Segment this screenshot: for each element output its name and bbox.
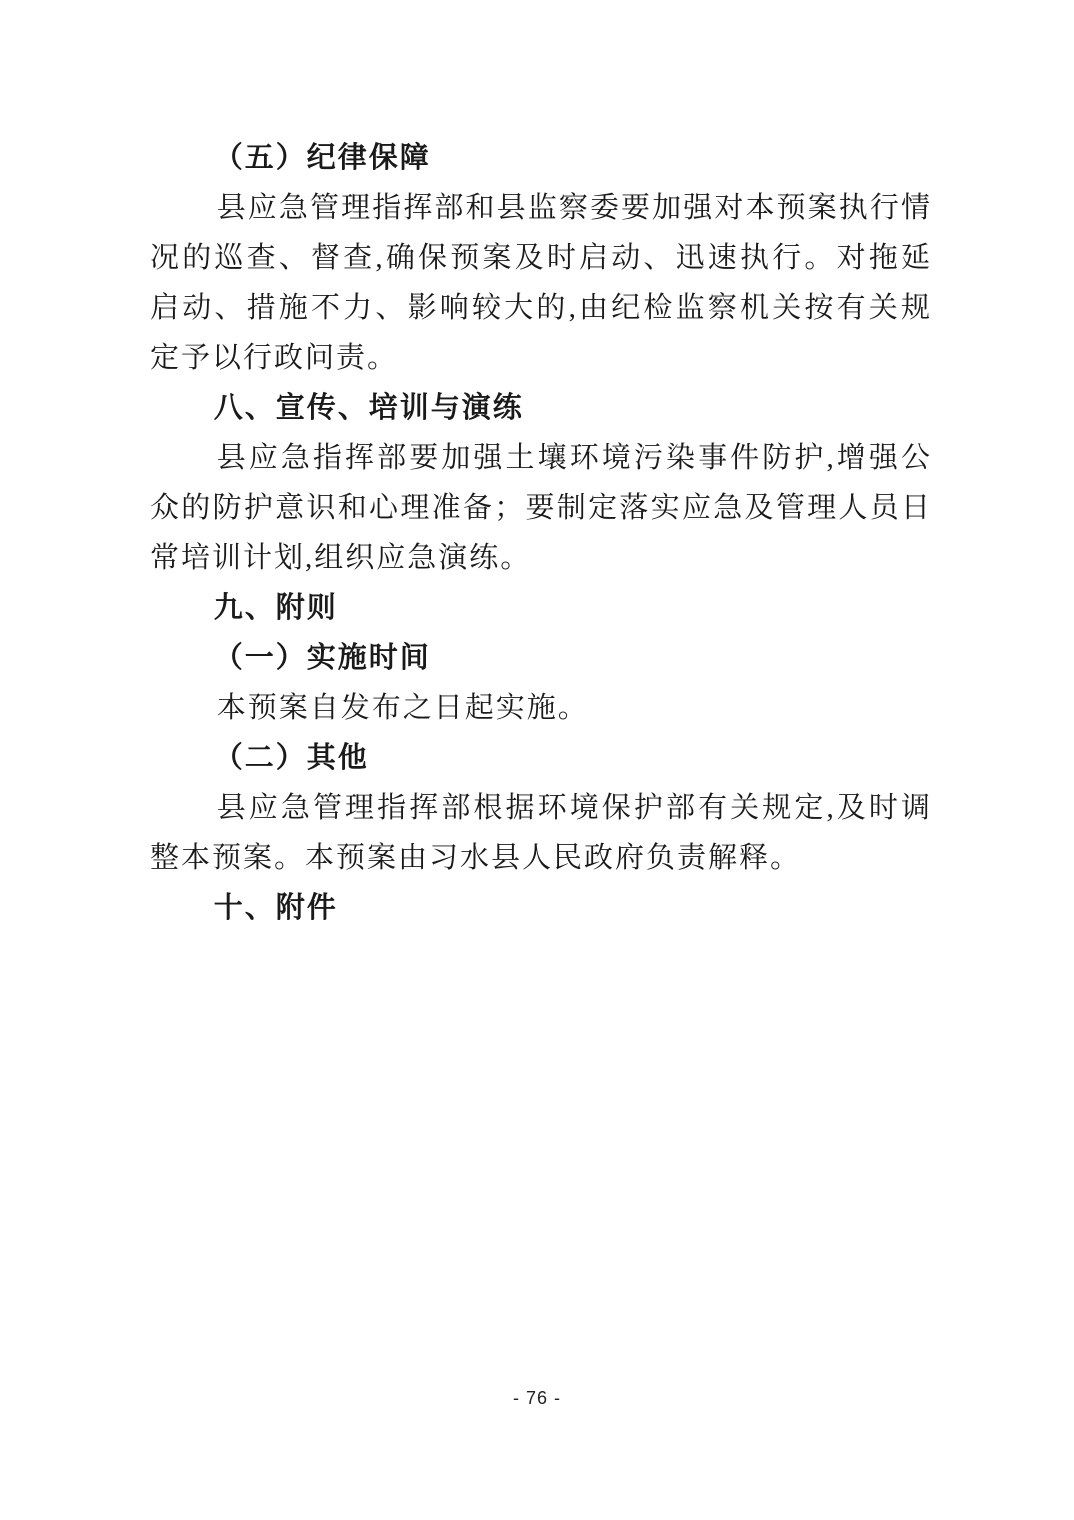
paragraph-other: 县应急管理指挥部根据环境保护部有关规定,及时调整本预案。本预案由习水县人民政府负责解释。 bbox=[150, 792, 932, 874]
paragraph-discipline-guarantee: 县应急管理指挥部和县监察委要加强对本预案执行情况的巡查、督查,确保预案及时启动、迅速执行。对拖延启动、措施不力、影响较大的,由纪检监察机关按有关规定予以行政问责。 bbox=[150, 192, 932, 374]
section-heading-9-supplementary-provisions: 九、附则 bbox=[213, 592, 338, 624]
paragraph-publicity-training-drill: 县应急指挥部要加强土壤环境污染事件防护,增强公众的防护意识和心理准备；要制定落实应急及管理人员日常培训计划,组织应急演练。 bbox=[150, 442, 932, 574]
section-heading-10-attachments: 十、附件 bbox=[213, 892, 338, 924]
subsection-heading-1-implementation-time: （一）实施时间 bbox=[213, 642, 431, 674]
page-number: - 76 - bbox=[512, 1388, 561, 1408]
subsection-heading-2-other: （二）其他 bbox=[213, 742, 369, 774]
section-heading-8-publicity-training-drill: 八、宣传、培训与演练 bbox=[213, 392, 524, 424]
subsection-heading-5-discipline-guarantee: （五）纪律保障 bbox=[213, 142, 431, 174]
document-content bbox=[150, 133, 932, 933]
paragraph-implementation-time: 本预案自发布之日起实施。 bbox=[216, 692, 589, 724]
page-footer bbox=[0, 1388, 1074, 1409]
